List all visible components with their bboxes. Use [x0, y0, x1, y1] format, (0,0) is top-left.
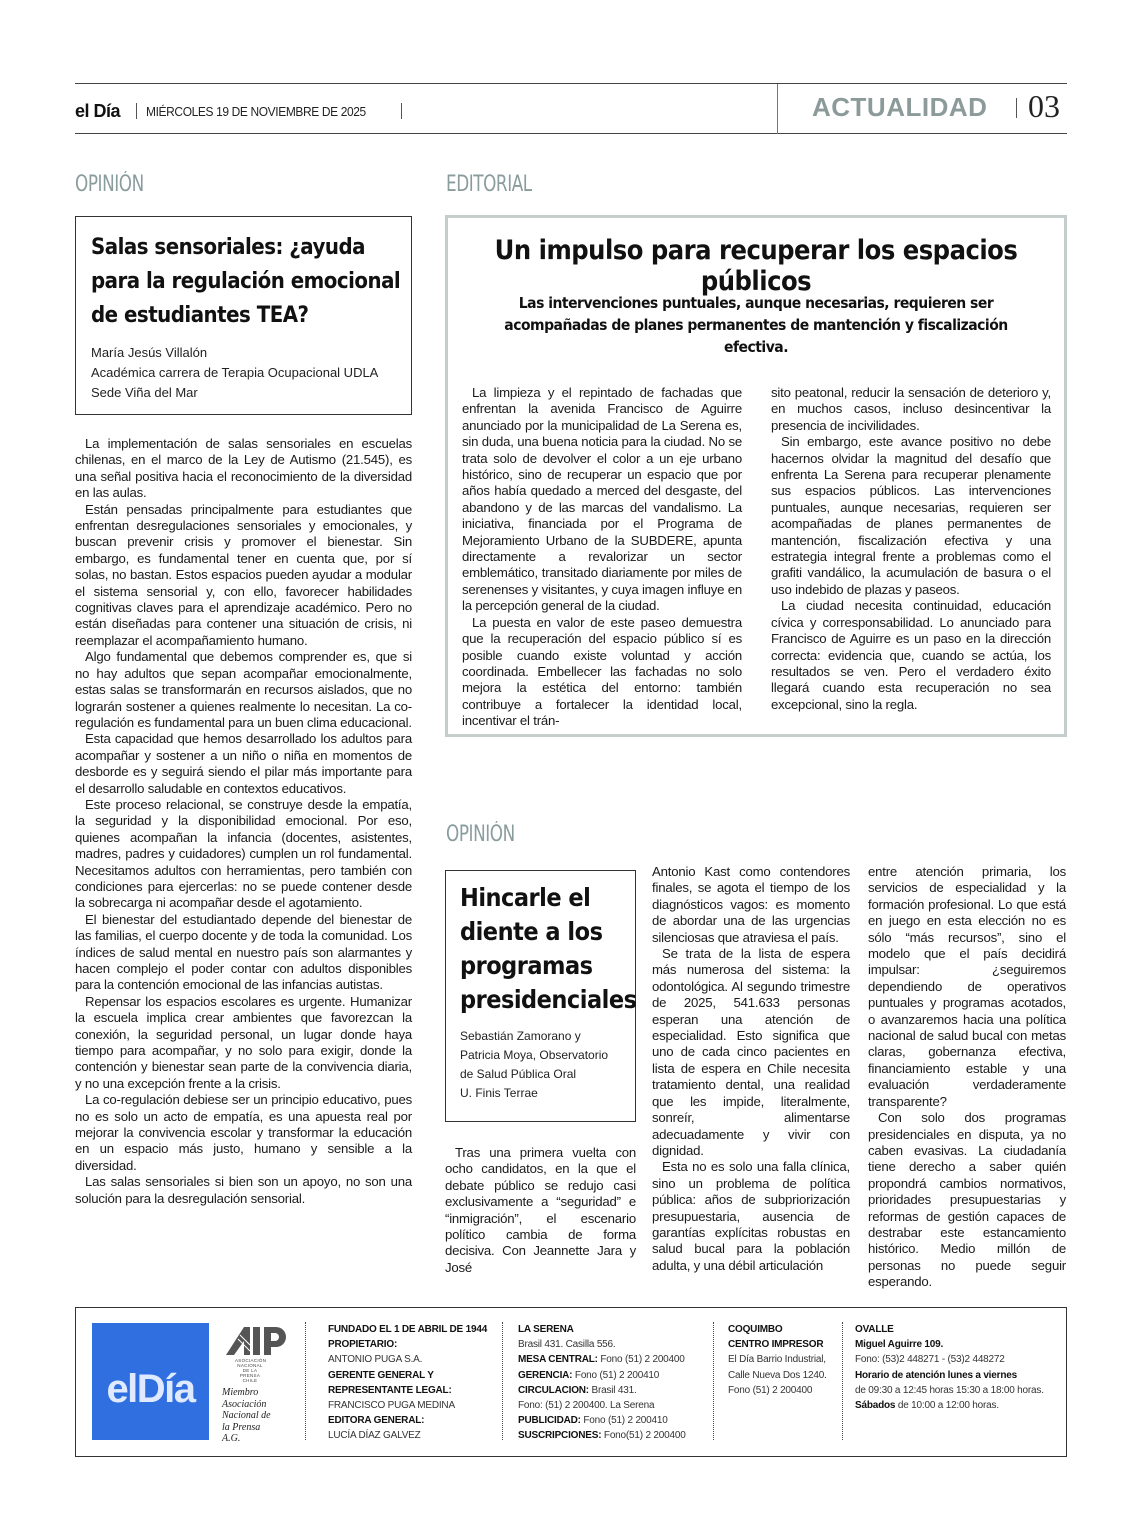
office-title: COQUIMBO: [728, 1324, 783, 1335]
page-number: 03: [1028, 88, 1060, 124]
hours-value: de 09:30 a 12:45 horas 15:30 a 18:00 horas.: [855, 1384, 1044, 1396]
header-pipe: [401, 103, 402, 119]
paragraph: La co-regulación debiese ser un principio educativo, pues no es solo un acto de empatía, es una apuesta real por mejorar la convivencia escolar y transformar la educación en un espacio más justo, humano y sensible a la diversidad.: [75, 1092, 412, 1173]
paragraph: Están pensadas principalmente para estudiantes que enfrentan desregulaciones sensoriales y emocionales, y buscan prevenir crisis y promover el bienestar. Sin embargo, es fundamental tener en cuenta que, por sí solas, no bastan. Estos espacios pueden ayudar a modular el sistema sensorial y, con ello, favorecer habilidades cognitivas claves para el aprendizaje académico. Pero no están diseñadas para contener una situación de crisis, ni reemplazar el acompañamiento humano.: [75, 501, 412, 648]
author-affiliation: Académica carrera de Terapia Ocupacional UDLA: [91, 365, 379, 380]
paragraph: Esta no es solo una falla clínica, sino un problema de política pública: años de subpriorización presupuestaria, ausencia de garantías explícitas robustas en salud bucal para la población adulta, y una débil articulación: [652, 1159, 850, 1273]
contact-value: Fono(51) 2 200400: [601, 1430, 686, 1442]
editor-name: LUCÍA DÍAZ GALVEZ: [328, 1430, 421, 1442]
contact-value: Fono (51) 2 200400: [597, 1354, 685, 1366]
author-location: Sede Viña del Mar: [91, 385, 198, 400]
opinion-title: Salas sensoriales: ¿ayuda para la regulación emocional de estudiantes TEA?: [91, 235, 401, 328]
author-line: U. Finis Terrae: [460, 1086, 538, 1100]
opinion-title: Hincarle el diente a los programas presidenciales: [460, 883, 637, 1014]
el-dia-logo: elDía: [92, 1323, 209, 1440]
paragraph: Antonio Kast como contendores finales, se agota el tiempo de los diagnósticos vagos: es momento de abordar una de las urgencias silenciosas que atraviesa el país.: [652, 864, 850, 945]
contact-label: CIRCULACION:: [518, 1384, 589, 1396]
contact-value: Fono: (51) 2 200400. La Serena: [518, 1400, 655, 1412]
opinion-byline: [91, 343, 378, 403]
paragraph: Algo fundamental que debemos comprender es, que si no hay adultos que sepan acompañar emocionalmente, estas salas se transformarán en recursos aislados, que no lograrán sostener a quienes realmente lo necesitan. La co-regulación es fundamental para un buen clima educacional.: [75, 649, 412, 730]
section-title: ACTUALIDAD: [812, 92, 988, 122]
paragraph: La implementación de salas sensoriales en escuelas chilenas, en el marco de la Ley de Autismo (21.545), es una señal positiva hacia el reconocimiento de la diversidad en las aulas.: [75, 436, 412, 501]
footer-divider: [713, 1322, 714, 1440]
footer-coquimbo: [728, 1322, 827, 1398]
issue-date: MIÉRCOLES 19 DE NOVIEMBRE DE 2025: [146, 104, 366, 119]
office-address: El Día Barrio Industrial,: [728, 1354, 826, 1366]
contact-label: SUSCRIPCIONES:: [518, 1430, 602, 1442]
member-line: la Prensa: [222, 1421, 261, 1433]
member-note: [222, 1387, 271, 1445]
paragraph: La limpieza y el repintado de fachadas que enfrentan la avenida Francisco de Aguirre anunciado por la municipalidad de La Serena es, sin duda, una buena noticia para la ciudad. No se trata solo de devolver el color a un eje urbano histórico, sino de recuperar un espacio que por años había quedado a merced del desgaste, del abandono y de las marcas del vandalismo. La iniciativa, financiada por el Programa de Mejoramiento Urbano de la SUBDERE, apunta directamente a revalorizar un sector emblemático, transitado diariamente por miles de serenenses y visitantes, y cuya imagen influye en la percepción general de la ciudad.: [462, 385, 742, 614]
paragraph: Esta capacidad que hemos desarrollado los adultos para acompañar y sostener a un niño o niña en momentos de desborde es y seguirá siendo el pilar más importante para el desarrollo saludable en contextos educativos.: [75, 731, 412, 796]
opinion2-column-3: [868, 864, 1066, 1291]
contact-value: Fono (51) 2 200400: [728, 1384, 813, 1396]
author-line: Patricia Moya, Observatorio: [460, 1048, 609, 1062]
office-address: Brasil 431. Casilla 556.: [518, 1339, 616, 1351]
paragraph: Con solo dos programas presidenciales en disputa, ya no caben evasivas. La ciudadanía tiene derecho a saber quién propondrá cambios normativos, prioridades presupuestarias y reformas de gestión capaces de destrabar este estancamiento histórico. Medio millón de personas no puede seguir esperando.: [868, 1110, 1066, 1290]
editorial-title: Un impulso para recuperar los espacios públicos: [494, 235, 1018, 297]
owner-name: ANTONIO PUGA S.A.: [328, 1354, 423, 1366]
founded-date: FUNDADO EL 1 DE ABRIL DE 1944: [328, 1324, 488, 1335]
opinion2-column-2: [652, 864, 850, 1274]
paragraph: La puesta en valor de este paseo demuestra que la recuperación del espacio público sí es posible cuando existe voluntad y acción coordinada. Embellecer las fachadas no solo mejora la estética del entorno: también contribuye a fortalecer la identidad local, incentivar el trán-: [462, 614, 742, 729]
owner-label: PROPIETARIO:: [328, 1339, 398, 1351]
contact-label: GERENCIA:: [518, 1369, 573, 1381]
paragraph: Repensar los espacios escolares es urgente. Humanizar la escuela implica crear ambientes que favorezcan la conexión, la seguridad personal, un lugar donde haya tiempo para acompañar, y no solo para exigir, donde la contención y bienestar sean parte de la convivencia diaria, y no una excepción frente a la crisis.: [75, 993, 412, 1091]
footer-la-serena: [518, 1322, 686, 1444]
author-line: Sebastián Zamorano y: [460, 1029, 581, 1043]
author-name: María Jesús Villalón: [91, 345, 208, 360]
manager-label: GERENTE GENERAL Y: [328, 1369, 434, 1381]
header-pipe: [1016, 98, 1017, 118]
office-title: OVALLE: [855, 1324, 894, 1335]
contact-label: MESA CENTRAL:: [518, 1354, 598, 1366]
paragraph: Las salas sensoriales si bien son un apoyo, no son una solución para la desregulación sensorial.: [75, 1174, 412, 1206]
paragraph: Tras una primera vuelta con ocho candidatos, en la que el debate público se redujo casi exclusivamente a “seguridad” e “inmigración”, el escenario político cambia de forma decisiva. Con Jeannette Jara y José: [445, 1145, 636, 1275]
opinion2-column-1: [445, 1145, 636, 1276]
manager-label: REPRESENTANTE LEGAL:: [328, 1384, 452, 1396]
manager-name: FRANCISCO PUGA MEDINA: [328, 1400, 455, 1412]
header-divider: [777, 84, 778, 134]
editorial-column-2: [771, 385, 1051, 713]
opinion-kicker: OPINIÓN: [446, 822, 515, 847]
member-line: Nacional de: [222, 1410, 271, 1421]
paragraph: sito peatonal, reducir la sensación de deterioro y, en muchos casos, incluso desincentivar la presencia de incivilidades.: [771, 385, 1051, 433]
contact-value: Fono (51) 2 200410: [580, 1415, 668, 1427]
header-bottom-rule: [75, 133, 1067, 134]
opinion-byline: [460, 1027, 608, 1103]
footer-credits: [328, 1322, 487, 1444]
anp-caption: ASOCIACIÓN NACIONAL DE LA PRENSA CHILE: [235, 1358, 267, 1383]
member-line: Asociación: [222, 1398, 267, 1410]
opinion-body: [75, 436, 412, 1207]
header-top-rule: [75, 83, 1067, 84]
editor-label: EDITORA GENERAL:: [328, 1415, 425, 1427]
opinion-headline-box: [75, 216, 412, 415]
masthead-logo: el Día: [75, 101, 121, 121]
paragraph: El bienestar del estudiantado depende del bienestar de las familias, el cuerpo docente y de toda la comunidad. Los índices de salud mental en nuestro país son alarmantes y hacen complejo el poder contar con adultos disponibles para la contención emocional de las infancias autistas.: [75, 911, 412, 993]
office-title: LA SERENA: [518, 1324, 574, 1335]
contact-value: Fono: (53)2 448271 - (53)2 448272: [855, 1354, 1005, 1366]
hours-value: de 10:00 a 12:00 horas.: [895, 1400, 999, 1412]
hours-label: Horario de atención lunes a viernes: [855, 1369, 1017, 1381]
paragraph: Se trata de la lista de espera más numerosa del sistema: la odontológica. Al segundo trimestre de 2025, 541.633 personas esperan una atención de especialidad. Esto significa que uno de cada cinco pacientes en lista de espera en Chile necesita tratamiento dental, una realidad que les impide, literalmente, sonreír, alimentarse adecuadamente y vivir con dignidad.: [652, 946, 850, 1158]
header-pipe: [136, 103, 137, 119]
hours-label: Sábados: [855, 1400, 896, 1412]
office-subtitle: CENTRO IMPRESOR: [728, 1339, 824, 1351]
paragraph: La ciudad necesita continuidad, educación cívica y corresponsabilidad. Lo anunciado para Francisco de Aguirre es un paso en la dirección correcta: evidencia que, cuando se actúa, los resultados se ven. Pero el verdadero éxito llegará cuando esta recuperación no sea excepcional, sino la regla.: [771, 598, 1051, 712]
footer-divider: [502, 1322, 503, 1440]
contact-label: PUBLICIDAD:: [518, 1415, 581, 1427]
editorial-kicker: EDITORIAL: [446, 172, 532, 197]
office-address: Miguel Aguirre 109.: [855, 1339, 944, 1351]
editorial-subtitle: Las intervenciones puntuales, aunque necesarias, requieren ser acompañadas de planes permanentes de mantención y fiscalización efectiva.: [504, 294, 1008, 356]
footer-divider: [842, 1322, 843, 1440]
office-address: Calle Nueva Dos 1240.: [728, 1369, 827, 1381]
author-line: de Salud Pública Oral: [460, 1067, 577, 1081]
opinion-headline-box: [445, 870, 636, 1122]
contact-value: Fono (51) 2 200410: [572, 1369, 660, 1381]
editorial-column-1: [462, 385, 742, 730]
contact-value: Brasil 431.: [588, 1384, 637, 1396]
footer-divider: [305, 1322, 306, 1440]
paragraph: Sin embargo, este avance positivo no debe hacernos olvidar la magnitud del desafío que enfrenta La Serena para recuperar plenamente sus espacios públicos. Las intervenciones puntuales, aunque necesarias, requieren ser acompañadas de planes permanentes de mantención, fiscalización efectiva y una estrategia integral frente a problemas como el grafiti vandálico, la acumulación de basura o el uso indebido de plazas y paseos.: [771, 434, 1051, 597]
member-line: A.G.: [222, 1433, 241, 1444]
footer-ovalle: [855, 1322, 1044, 1413]
opinion-kicker: OPINIÓN: [75, 172, 144, 197]
member-line: Miembro: [222, 1387, 259, 1398]
paragraph: entre atención primaria, los servicios de especialidad y la formación profesional. Lo que está en juego en esta elección no es sólo “más recursos”, sino el modelo que el país decidirá impulsar: ¿seguiremos dependiendo de operativos puntuales y programas acotados, o avanzaremos hacia una política nacional de salud bucal con metas claras, gobernanza efectiva, financiamiento estable y una evaluación verdaderamente transparente?: [868, 864, 1066, 1109]
paragraph: Este proceso relacional, se construye desde la empatía, la seguridad y la disponibilidad emocional. Por eso, quienes acompañan la infancia (docentes, asistentes, madres, padres y cuidadores) cumplen un rol fundamental. Necesitamos adultos con herramientas, pero también con condiciones para ejercerlas: no se puede contener desde la sobrecarga ni acompañar desde el agotamiento.: [75, 796, 412, 911]
